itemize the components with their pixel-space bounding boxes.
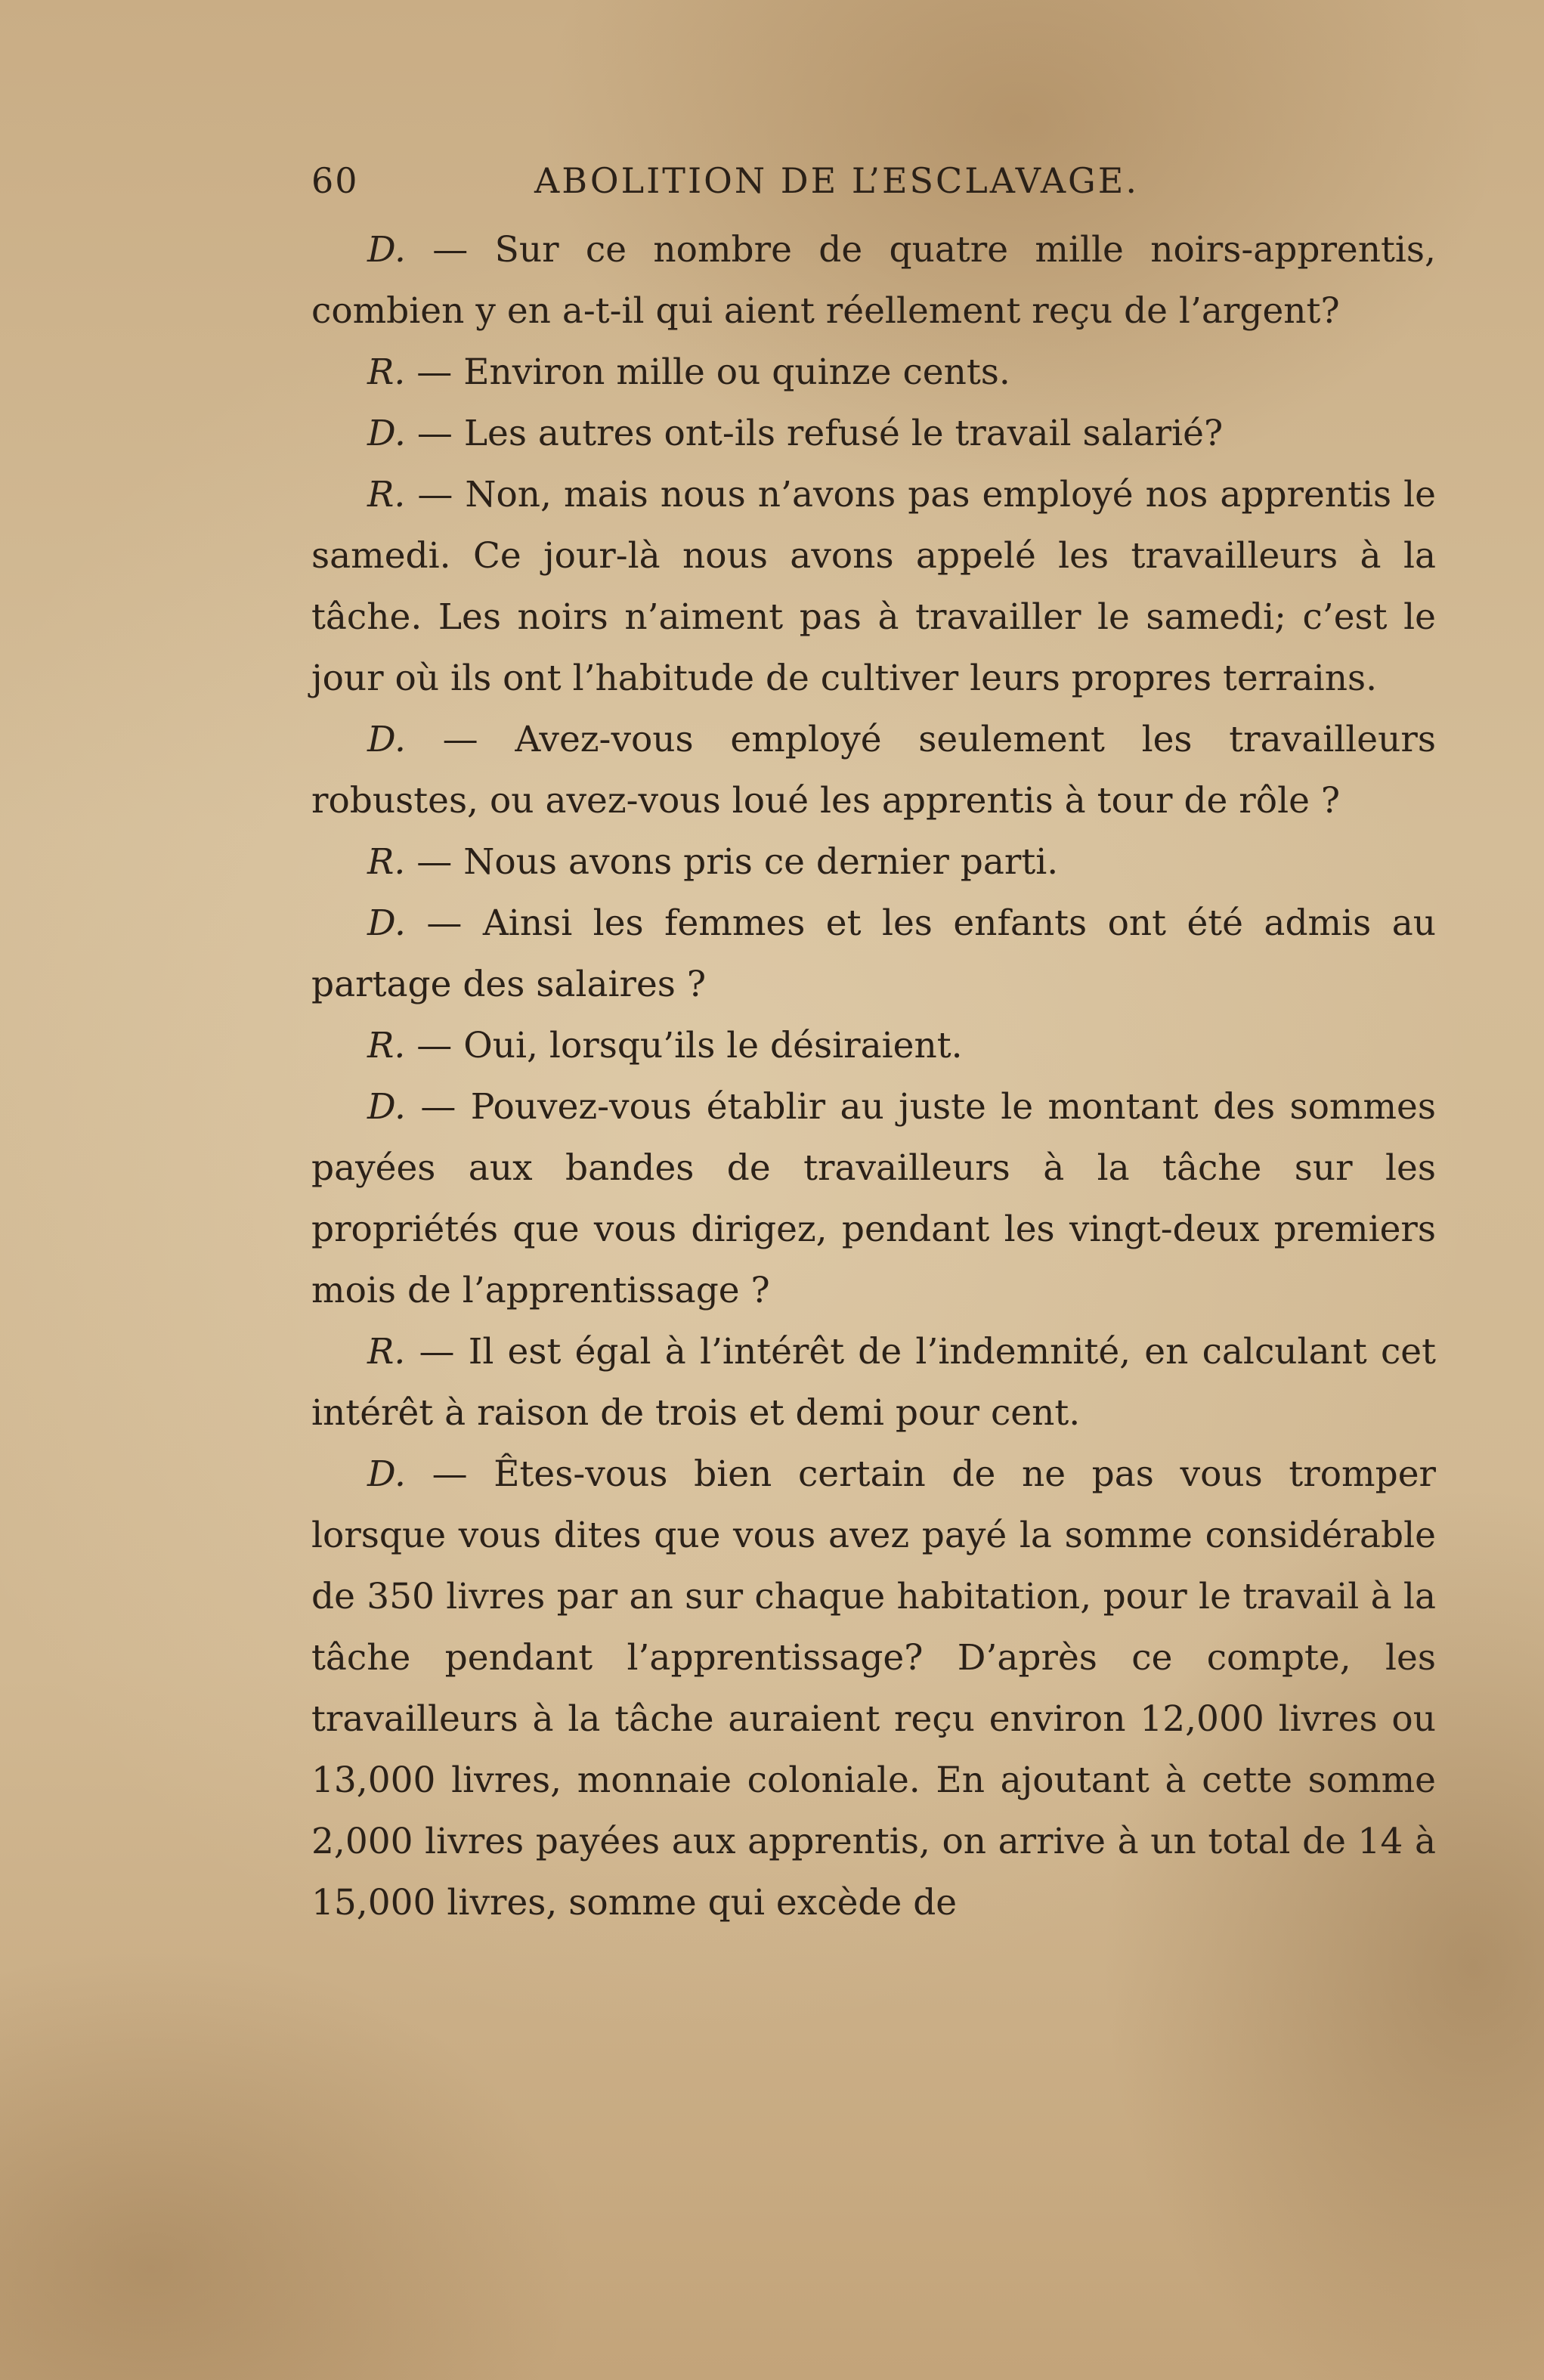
paragraph-text: Environ mille ou quinze cents. [463, 351, 1010, 393]
dialogue-paragraph [311, 342, 1436, 403]
speaker-label: R. [367, 1025, 406, 1066]
speaker-label: D. [367, 1453, 406, 1495]
paragraph-text: Avez-vous employé seulement les travailleurs robustes, ou avez-vous loué les apprentis à tour de rôle ? [311, 719, 1436, 822]
dialogue-paragraph [311, 219, 1436, 342]
paragraph-text: Sur ce nombre de quatre mille noirs-apprentis, combien y en a-t-il qui aient réellement reçu de l’argent? [311, 229, 1436, 332]
em-dash: — [405, 1331, 469, 1373]
em-dash: — [405, 902, 483, 944]
dialogue-paragraph [311, 1321, 1436, 1444]
em-dash: — [405, 413, 464, 454]
dialogue-paragraph [311, 1076, 1436, 1321]
speaker-label: R. [367, 474, 406, 515]
page-number: 60 [311, 160, 359, 201]
speaker-label: R. [367, 351, 406, 393]
speaker-label: D. [367, 229, 406, 271]
paragraph-text: Il est égal à l’intérêt de l’indemnité, en calculant cet intérêt à raison de trois et demi pour cent. [311, 1331, 1436, 1434]
speaker-label: D. [367, 413, 406, 454]
paragraph-text: Êtes-vous bien certain de ne pas vous tromper lorsque vous dites que vous avez payé la somme considérable de 350 livres par an sur chaque habitation, pour le travail à la tâche pendant l’apprentissage? D’après ce compte, les travailleurs à la tâche auraient reçu environ 12,000 livres ou 13,000 livres, monnaie coloniale. En ajoutant à cette somme 2,000 livres payées aux apprentis, on arrive à un total de 14 à 15,000 livres, somme qui excède de [311, 1453, 1436, 1923]
em-dash: — [405, 474, 466, 515]
dialogue-paragraph [311, 893, 1436, 1015]
speaker-label: D. [367, 1086, 406, 1128]
body-text [311, 219, 1436, 1933]
em-dash: — [405, 229, 495, 271]
paragraph-text: Non, mais nous n’avons pas employé nos apprentis le samedi. Ce jour-là nous avons appelé les travailleurs à la tâche. Les noirs n’aiment pas à travailler le samedi; c’est le jour où ils ont l’habitude de cultiver leurs propres terrains. [311, 474, 1436, 699]
em-dash: — [405, 1025, 464, 1066]
speaker-label: R. [367, 1331, 406, 1373]
paragraph-text: Nous avons pris ce dernier parti. [463, 841, 1059, 883]
paragraph-text: Oui, lorsqu’ils le désiraient. [463, 1025, 963, 1066]
em-dash: — [405, 841, 464, 883]
paragraph-text: Ainsi les femmes et les enfants ont été admis au partage des salaires ? [311, 902, 1436, 1005]
paragraph-text: Pouvez-vous établir au juste le montant des sommes payées aux bandes de travailleurs à la tâche sur les propriétés que vous dirigez, pendant les vingt-deux premiers mois de l’apprentissage ? [311, 1086, 1436, 1311]
paragraph-text: Les autres ont-ils refusé le travail salarié? [463, 413, 1224, 454]
dialogue-paragraph [311, 1015, 1436, 1076]
dialogue-paragraph [311, 1444, 1436, 1933]
speaker-label: R. [367, 841, 406, 883]
dialogue-paragraph [311, 403, 1436, 464]
page-header [311, 154, 1445, 207]
dialogue-paragraph [311, 709, 1436, 831]
em-dash: — [405, 1453, 494, 1495]
dialogue-paragraph [311, 464, 1436, 709]
em-dash: — [405, 351, 464, 393]
speaker-label: D. [367, 902, 406, 944]
running-title: ABOLITION DE L’ESCLAVAGE. [534, 160, 1139, 201]
em-dash: — [405, 719, 515, 760]
dialogue-paragraph [311, 831, 1436, 893]
em-dash: — [405, 1086, 471, 1128]
speaker-label: D. [367, 719, 406, 760]
